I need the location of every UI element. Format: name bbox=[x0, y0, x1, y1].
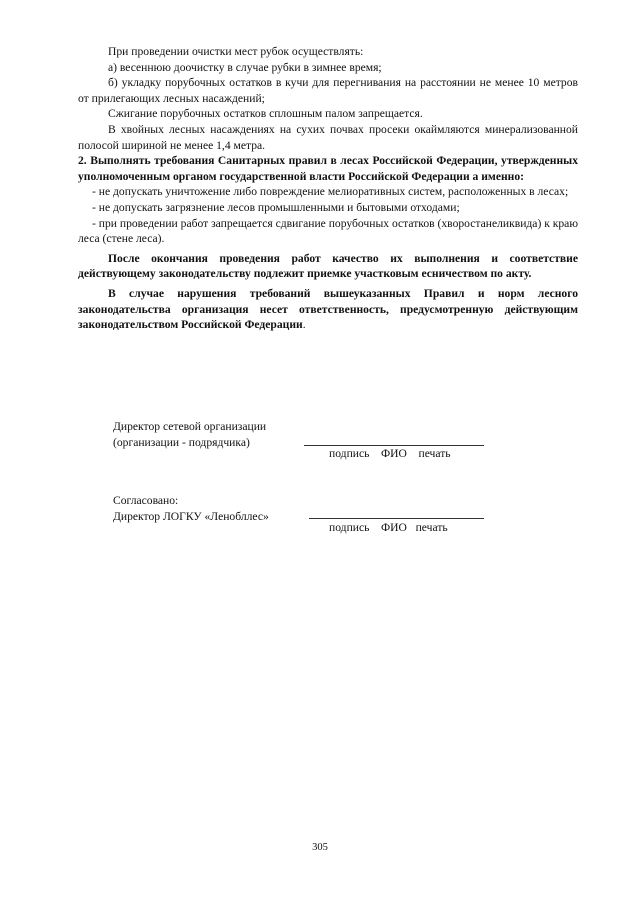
paragraph-section-2: 2. Выполнять требования Санитарных правил в лесах Российской Федерации, утвержденных уполномоченным органом государственной власти Российской Федерации а именно: bbox=[78, 154, 578, 183]
approval-label: Согласовано: bbox=[113, 494, 179, 507]
approval-signature-line bbox=[309, 518, 484, 519]
approval-director: Директор ЛОГКУ «Ленобллес» bbox=[113, 509, 269, 523]
paragraph-burning-ban: Сжигание порубочных остатков сплошным палом запрещается. bbox=[108, 107, 423, 121]
contractor-title: Директор сетевой организации bbox=[113, 420, 267, 433]
paragraph-residue-shift: - при проведении работ запрещается сдвигание порубочных остатков (хворостанеликвида) к краю леса (стене леса). bbox=[78, 216, 578, 246]
paragraph-cleanup-intro: При проведении очистки мест рубок осуществлять: bbox=[108, 45, 364, 58]
liability-text: В случае нарушения требований вышеуказанных Правил и норм лесного законодательства организация несет ответственность, предусмотренную действующим законодательством Российской Федерации bbox=[78, 286, 578, 332]
paragraph-liability bbox=[78, 286, 578, 333]
approval-signature-caption: подпись ФИО печать bbox=[329, 521, 448, 534]
page-number: 305 bbox=[312, 842, 328, 853]
signature-block-approval bbox=[113, 493, 269, 524]
document-body bbox=[78, 44, 578, 333]
paragraph-item-b: б) укладку порубочных остатков в кучи для перегнивания на расстоянии не менее 10 метров от прилегающих лесных насаждений; bbox=[78, 76, 578, 105]
contractor-subtitle: (организации - подрядчика) bbox=[113, 435, 250, 449]
paragraph-pollution: - не допускать загрязнение лесов промышленными и бытовыми отходами; bbox=[92, 200, 460, 214]
paragraph-acceptance: После окончания проведения работ качество их выполнения и соответствие действующему законодательству подлежит приемке участковым есничеством по акту. bbox=[78, 251, 578, 281]
liability-period: . bbox=[302, 318, 306, 332]
paragraph-item-a: а) весеннюю доочистку в случае рубки в зимнее время; bbox=[108, 60, 382, 74]
contractor-signature-caption: подпись ФИО печать bbox=[329, 447, 451, 460]
contractor-signature-line bbox=[304, 445, 484, 446]
signature-block-contractor bbox=[113, 419, 266, 450]
paragraph-coniferous: В хвойных лесных насаждениях на сухих почвах просеки окаймляются минерализованной полосой шириной не менее 1,4 метра. bbox=[78, 122, 578, 152]
paragraph-reclamation: - не допускать уничтожение либо повреждение мелиоративных систем, расположенных в лесах; bbox=[92, 185, 569, 199]
